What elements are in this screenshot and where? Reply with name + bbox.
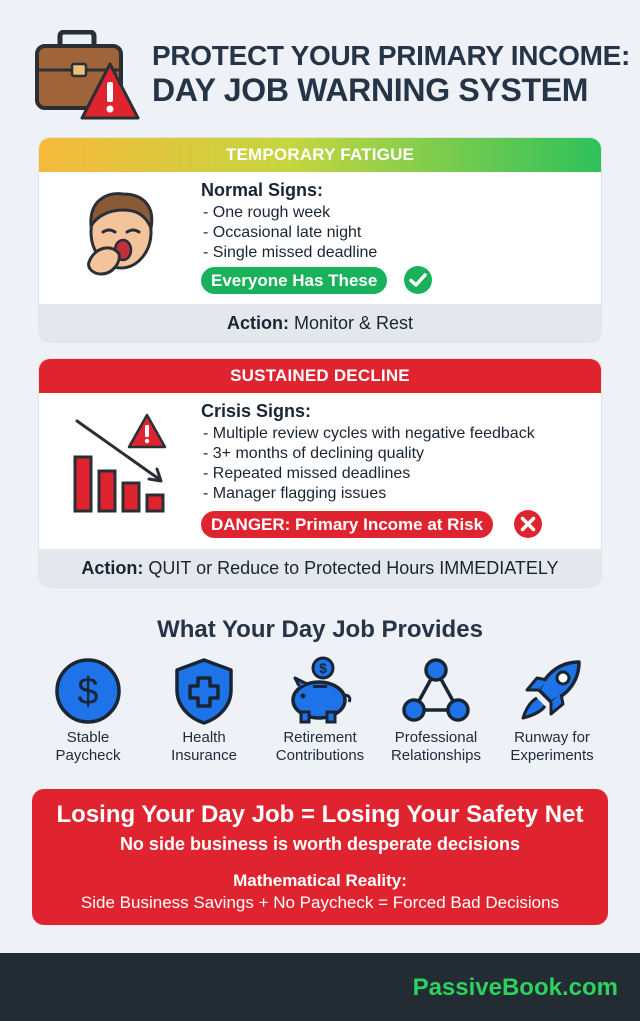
fatigue-badge: Everyone Has These xyxy=(201,267,387,294)
fatigue-action xyxy=(39,304,601,342)
page-title-line2: DAY JOB WARNING SYSTEM xyxy=(152,72,589,108)
decline-action-text: QUIT or Reduce to Protected Hours IMMEDIATELY xyxy=(148,557,559,578)
header xyxy=(0,0,640,130)
benefit-relationships xyxy=(378,656,494,765)
benefit-label: Retirement Contributions xyxy=(275,729,365,764)
provides-title: What Your Day Job Provides xyxy=(157,616,483,643)
list-item: - 3+ months of declining quality xyxy=(203,445,425,462)
math-title: Mathematical Reality: xyxy=(233,871,407,890)
svg-text:$: $ xyxy=(77,671,99,713)
briefcase-warning-icon xyxy=(34,30,140,122)
fatigue-signs-title: Normal Signs: xyxy=(201,180,324,200)
brand-link[interactable]: PassiveBook.com xyxy=(412,974,618,1001)
check-circle-icon xyxy=(403,265,433,295)
decline-action xyxy=(39,549,601,587)
math-text: Side Business Savings + No Paycheck = Forced Bad Decisions xyxy=(80,893,560,912)
list-item: - Repeated missed deadlines xyxy=(203,465,411,482)
network-icon xyxy=(401,656,471,726)
x-circle-icon xyxy=(513,509,543,539)
decline-sign-list xyxy=(203,424,535,504)
footer xyxy=(0,953,640,1021)
benefit-label: Stable Paycheck xyxy=(55,729,121,764)
list-item: - One rough week xyxy=(203,204,331,221)
yawning-face-icon xyxy=(83,188,161,278)
fatigue-action-text: Monitor & Rest xyxy=(293,312,414,333)
fatigue-action-label: Action: xyxy=(226,312,289,333)
piggy-bank-icon xyxy=(285,656,355,726)
page-title-line1: PROTECT YOUR PRIMARY INCOME: xyxy=(152,40,631,71)
list-item: - Manager flagging issues xyxy=(203,485,387,502)
benefit-retirement xyxy=(262,656,378,765)
decline-action-label: Action: xyxy=(81,557,144,578)
benefit-health-insurance xyxy=(146,656,262,765)
dollar-coin-icon xyxy=(53,656,123,726)
declining-chart-icon xyxy=(71,413,181,517)
list-item: - Single missed deadline xyxy=(203,244,378,261)
benefits-row xyxy=(30,656,610,772)
fatigue-card xyxy=(38,137,602,343)
fatigue-card-heading: TEMPORARY FATIGUE xyxy=(39,138,601,172)
benefit-label: Professional Relationships xyxy=(390,729,482,764)
fatigue-card-body xyxy=(39,172,601,304)
fatigue-sign-list xyxy=(203,203,377,263)
benefit-stable-paycheck xyxy=(30,656,146,765)
safety-subtitle: No side business is worth desperate decisions xyxy=(119,834,521,854)
rocket-icon xyxy=(517,656,587,726)
health-shield-icon xyxy=(169,656,239,726)
list-item: - Occasional late night xyxy=(203,224,362,241)
decline-card-heading: SUSTAINED DECLINE xyxy=(39,359,601,393)
benefit-label: Health Insurance xyxy=(171,729,237,764)
decline-card xyxy=(38,358,602,588)
svg-text:$: $ xyxy=(319,660,327,676)
decline-signs-title: Crisis Signs: xyxy=(201,401,312,421)
safety-title: Losing Your Day Job = Losing Your Safety Net xyxy=(56,801,584,828)
benefit-label: Runway for Experiments xyxy=(510,729,594,764)
decline-card-body xyxy=(39,393,601,553)
list-item: - Multiple review cycles with negative feedback xyxy=(203,425,535,442)
safety-net-banner xyxy=(32,789,608,925)
benefit-runway xyxy=(494,656,610,765)
decline-badge: DANGER: Primary Income at Risk xyxy=(201,511,493,538)
